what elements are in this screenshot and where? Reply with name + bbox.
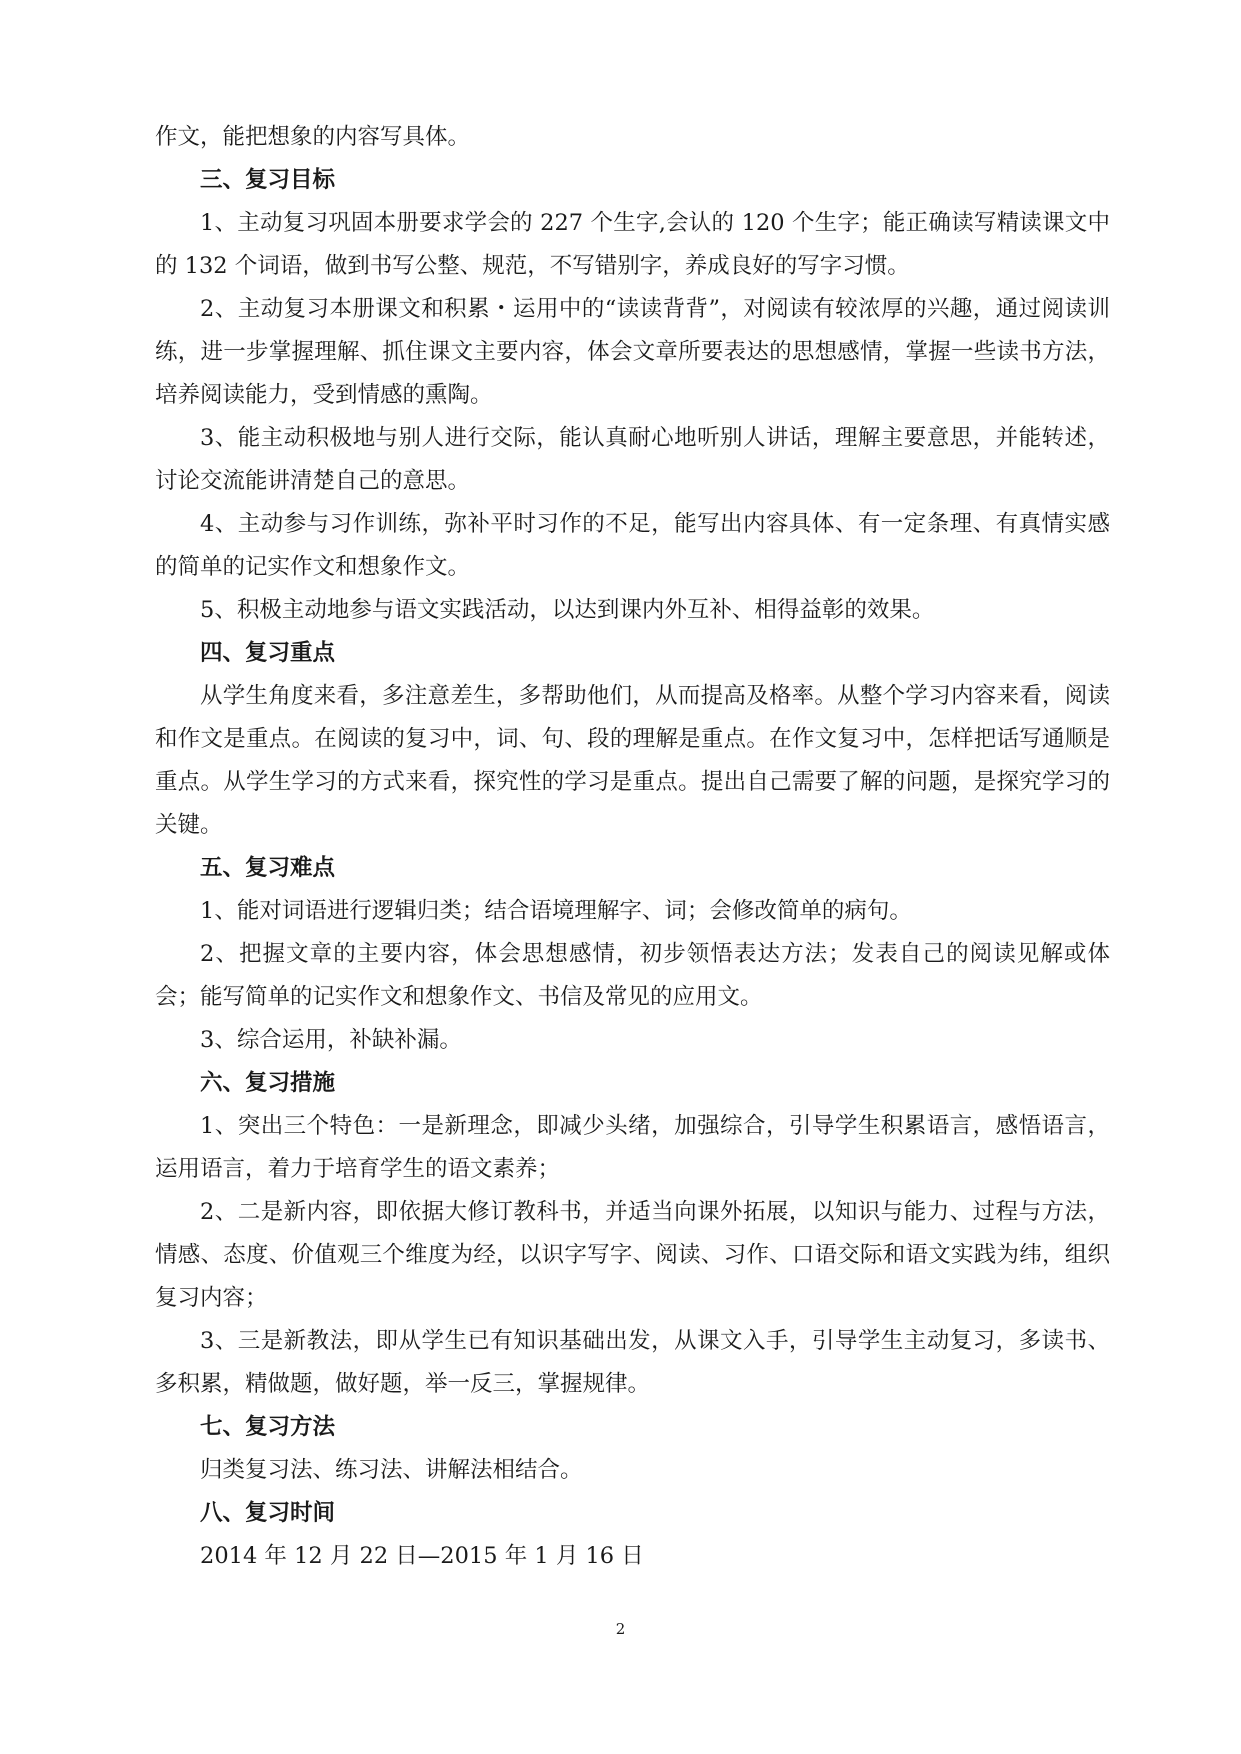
goal-item-3: 3、能主动积极地与别人进行交际，能认真耐心地听别人讲话，理解主要意思，并能转述，讨论交流能讲清楚自己的意思。 — [155, 425, 1110, 494]
methods-text: 归类复习法、练习法、讲解法相结合。 — [200, 1457, 583, 1483]
section-heading-measures: 六、复习措施 — [200, 1070, 336, 1096]
page-number: 2 — [615, 1620, 626, 1638]
section-heading-methods: 七、复习方法 — [200, 1414, 336, 1440]
section-heading-schedule: 八、复习时间 — [200, 1500, 336, 1526]
section-heading-key-points: 四、复习重点 — [200, 640, 336, 666]
section-heading-goals: 三、复习目标 — [200, 167, 336, 193]
goal-item-2: 2、主动复习本册课文和积累・运用中的“读读背背”，对阅读有较浓厚的兴趣，通过阅读训练，进一步掌握理解、抓住课文主要内容，体会文章所要表达的思想感情，掌握一些读书方法，培养阅读能力，受到情感的熏陶。 — [155, 296, 1110, 408]
intro-continuation: 作文，能把想象的内容写具体。 — [155, 124, 471, 150]
goal-item-5: 5、积极主动地参与语文实践活动，以达到课内外互补、相得益彰的效果。 — [200, 597, 935, 623]
goal-item-1: 1、主动复习巩固本册要求学会的 227 个生字,会认的 120 个生字；能正确读写精读课文中的 132 个词语，做到书写公整、规范，不写错别字，养成良好的写字习惯。 — [155, 210, 1110, 279]
section-heading-difficulties: 五、复习难点 — [200, 855, 336, 881]
measure-item-3: 3、三是新教法，即从学生已有知识基础出发，从课文入手，引导学生主动复习，多读书、多积累，精做题，做好题，举一反三，掌握规律。 — [155, 1328, 1110, 1397]
measure-item-1: 1、突出三个特色：一是新理念，即减少头绪，加强综合，引导学生积累语言，感悟语言，运用语言，着力于培育学生的语文素养； — [155, 1113, 1110, 1182]
schedule-text: 2014 年 12 月 22 日—2015 年 1 月 16 日 — [200, 1543, 644, 1569]
difficulty-item-3: 3、综合运用，补缺补漏。 — [200, 1027, 462, 1053]
goal-item-4: 4、主动参与习作训练，弥补平时习作的不足，能写出内容具体、有一定条理、有真情实感的简单的记实作文和想象作文。 — [155, 511, 1110, 580]
difficulty-item-2: 2、把握文章的主要内容，体会思想感情，初步领悟表达方法；发表自己的阅读见解或体会；能写简单的记实作文和想象作文、书信及常见的应用文。 — [155, 941, 1110, 1010]
measure-item-2: 2、二是新内容，即依据大修订教科书，并适当向课外拓展，以知识与能力、过程与方法，情感、态度、价值观三个维度为经，以识字写字、阅读、习作、口语交际和语文实践为纬，组织复习内容； — [155, 1199, 1110, 1311]
difficulty-item-1: 1、能对词语进行逻辑归类；结合语境理解字、词；会修改简单的病句。 — [200, 898, 912, 924]
page-content — [155, 116, 1110, 1578]
key-points-text: 从学生角度来看，多注意差生，多帮助他们，从而提高及格率。从整个学习内容来看，阅读和作文是重点。在阅读的复习中，词、句、段的理解是重点。在作文复习中，怎样把话写通顺是重点。从学生学习的方式来看，探究性的学习是重点。提出自己需要了解的问题，是探究学习的关键。 — [155, 683, 1110, 838]
